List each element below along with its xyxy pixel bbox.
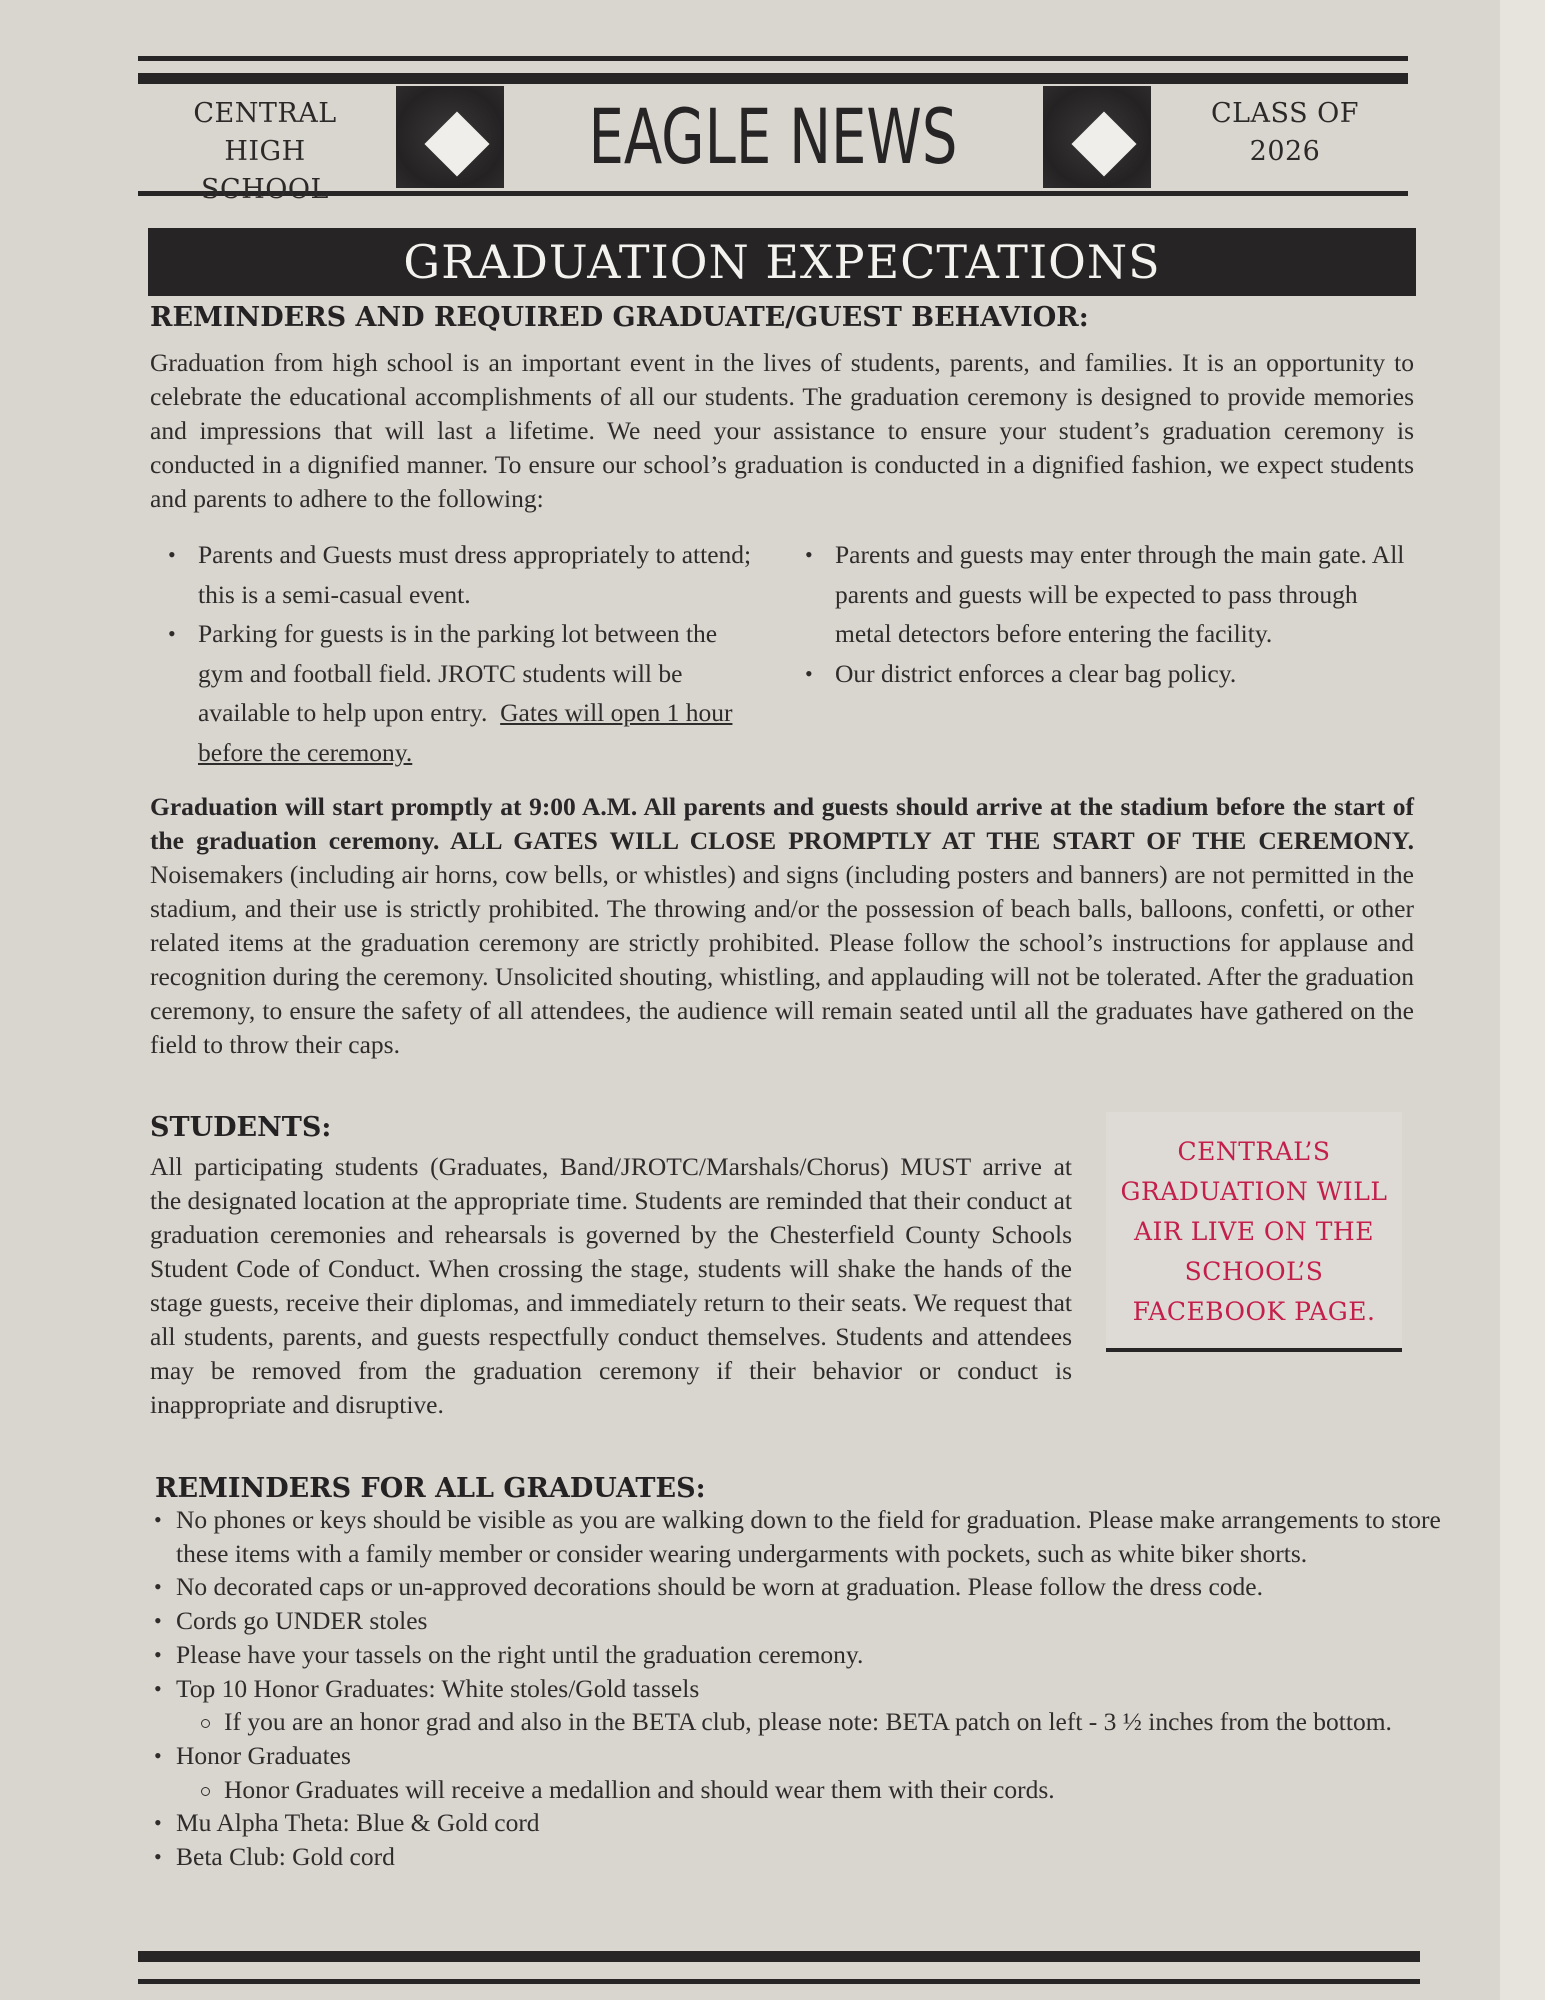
list-item: • No phones or keys should be visible as you are walking down to the field for graduation. Please make arrangements to store these items with a family member or consider wearing undergarments with pockets, such as white biker shorts.	[148, 1503, 1444, 1570]
masthead-school	[150, 95, 380, 209]
ceremony-rules-text: Noisemakers (including air horns, cow bells, or whistles) and signs (including posters and banners) are not permitted in the stadium, and their use is strictly prohibited. The throwing and/or the possession of beach balls, balloons, confetti, or other related items at the graduation ceremony are strictly prohibited. Please follow the school’s instructions for applause and recognition during the ceremony. Unsolicited shouting, whistling, and applauding will not be tolerated. After the graduation ceremony, to ensure the safety of all attendees, the audience will remain seated until all the graduates have gathered on the field to throw their caps.	[150, 860, 1414, 1059]
diamond-icon	[1071, 111, 1136, 176]
top-rule-thin	[138, 56, 1408, 61]
students-paragraph: All participating students (Graduates, Band/JROTC/Marshals/Chorus) MUST arrive at the designated location at the appropriate time. Students are reminded that their conduct at graduation ceremonies and rehearsals is governed by the Chesterfield County Schools Student Code of Conduct. When crossing the stage, students will shake the hands of the stage guests, receive their diplomas, and immediately return to their seats. We request that all students, parents, and guests respectfully conduct themselves. Students and attendees may be removed from the graduation ceremony if their behavior or conduct is inappropriate and disruptive.	[150, 1152, 1072, 1419]
list-item: • No decorated caps or un-approved decorations should be worn at graduation. Please follow the dress code.	[148, 1570, 1444, 1604]
callout-text	[1106, 1132, 1402, 1332]
list-item	[785, 535, 1415, 654]
list-item	[785, 654, 1415, 694]
masthead-left-ornament	[396, 86, 504, 188]
list-item-text: Parents and guests may enter through the main gate. All parents and guests will be expected to pass through metal detectors before entering the facility.	[835, 540, 1405, 649]
list-item-text: Parents and Guests must dress appropriately to attend; this is a semi-casual event.	[198, 540, 752, 609]
section-heading-students: STUDENTS:	[150, 1112, 332, 1143]
bottom-rule-thin	[138, 1979, 1420, 1984]
sub-list-item: If you are an honor grad and also in the BETA club, please note: BETA patch on left - 3 ½ inches from the bottom.	[148, 1705, 1444, 1739]
guest-rules-left-list	[148, 535, 768, 773]
guest-rules-right-list	[785, 535, 1415, 693]
masthead-class	[1160, 95, 1410, 171]
list-item	[148, 535, 768, 614]
callout-line: GRADUATION WILL	[1120, 1177, 1388, 1206]
list-item-text: Parking for guests is in the parking lot between the gym and football field. JROTC students will be available to help upon entry.	[198, 619, 718, 728]
ceremony-start-bold: Graduation will start promptly at 9:00 A.M. All parents and guests should arrive at the stadium before the start of the graduation ceremony. ALL GATES WILL CLOSE PROMPTLY AT THE START OF THE CEREMONY.	[150, 792, 1414, 855]
gates-open-note: Gates will open 1 hour before the ceremony.	[198, 698, 733, 767]
masthead-title: EAGLE NEWS	[588, 92, 958, 181]
bottom-rule-thick	[138, 1951, 1420, 1962]
section-heading-reminders-graduates: REMINDERS FOR ALL GRADUATES:	[155, 1473, 706, 1504]
section-heading-reminders-behavior: REMINDERS AND REQUIRED GRADUATE/GUEST BEHAVIOR:	[150, 302, 1089, 333]
masthead-school-line2: SCHOOL	[201, 174, 329, 205]
list-item	[148, 614, 768, 772]
list-item: • Please have your tassels on the right until the graduation ceremony.	[148, 1638, 1444, 1672]
masthead-right-ornament	[1043, 86, 1151, 188]
callout-line: SCHOOL’S	[1184, 1257, 1324, 1286]
ceremony-rules-paragraph	[150, 790, 1414, 1062]
section-banner: GRADUATION EXPECTATIONS	[148, 228, 1416, 296]
graduate-reminders-list	[148, 1503, 1444, 1874]
intro-paragraph: Graduation from high school is an important event in the lives of students, parents, and families. It is an opportunity to celebrate the educational accomplishments of all our students. The graduation ceremony is designed to provide memories and impressions that will last a lifetime. We need your assistance to ensure your student’s graduation ceremony is conducted in a dignified manner. To ensure our school’s graduation is conducted in a dignified fashion, we expect students and parents to adhere to the following:	[150, 348, 1414, 513]
callout-line: CENTRAL’S	[1177, 1137, 1331, 1166]
list-item: • Cords go UNDER stoles	[148, 1604, 1444, 1638]
sidebox-bottom-rule	[1106, 1348, 1402, 1352]
callout-line: AIR LIVE ON THE	[1134, 1217, 1374, 1246]
list-item: • Honor Graduates	[148, 1739, 1444, 1773]
diamond-icon	[424, 111, 489, 176]
list-item-text: Our district enforces a clear bag policy.	[835, 658, 1237, 688]
sub-list-item: Honor Graduates will receive a medallion and should wear them with their cords.	[148, 1773, 1444, 1807]
list-item: • Beta Club: Gold cord	[148, 1840, 1444, 1874]
facebook-live-callout	[1106, 1112, 1402, 1352]
masthead-class-line2: 2026	[1249, 136, 1321, 167]
callout-line: FACEBOOK PAGE.	[1132, 1297, 1376, 1326]
masthead-school-line1: CENTRAL HIGH	[193, 98, 337, 167]
list-item: • Top 10 Honor Graduates: White stoles/Gold tassels	[148, 1672, 1444, 1706]
masthead-class-line1: CLASS OF	[1210, 98, 1360, 129]
list-item: • Mu Alpha Theta: Blue & Gold cord	[148, 1806, 1444, 1840]
